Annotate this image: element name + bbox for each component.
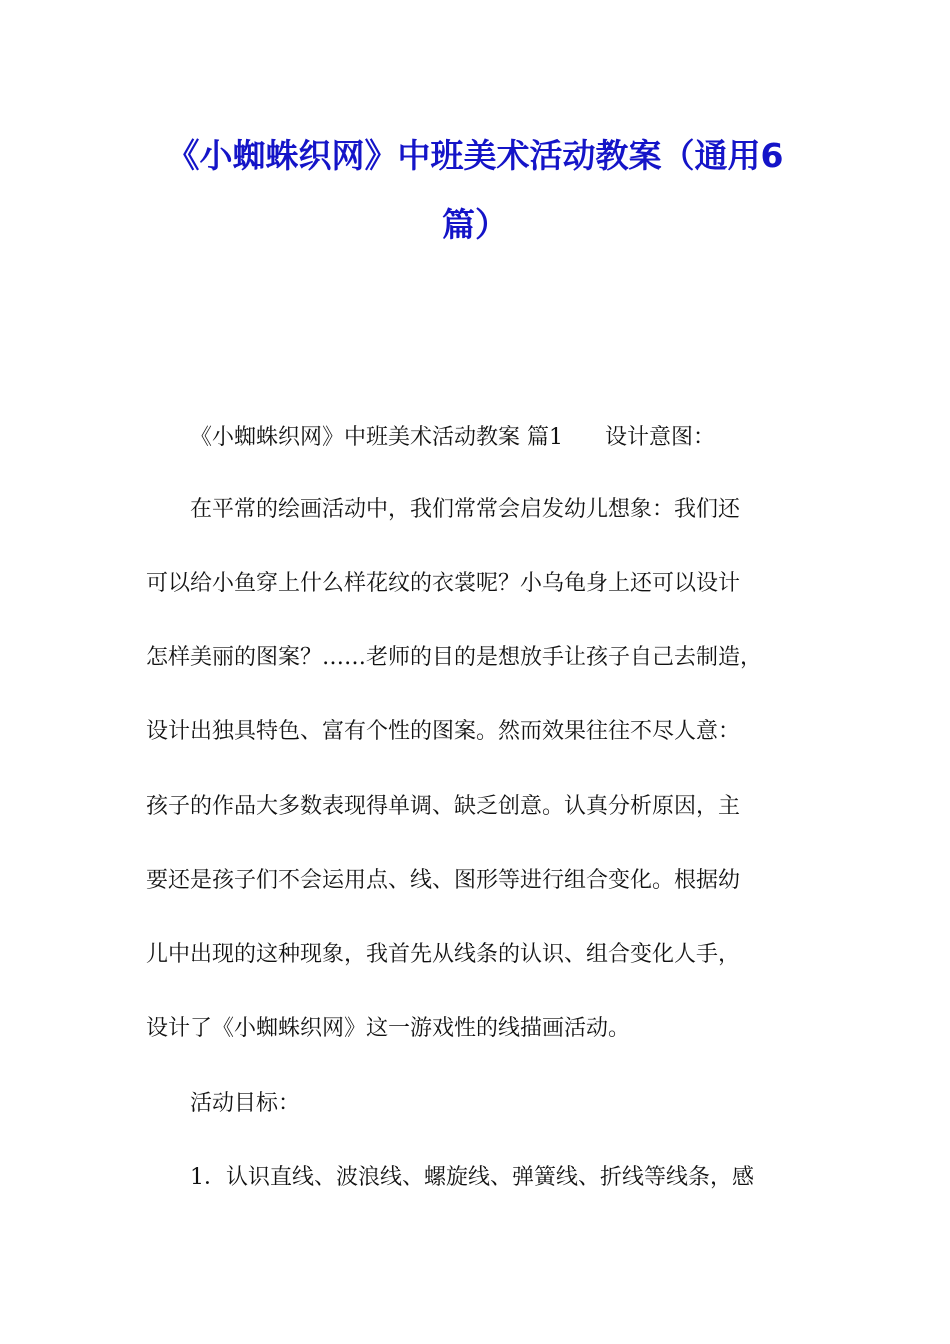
- body-paragraph-line: 孩子的作品大多数表现得单调、缺乏创意。认真分析原因，主: [146, 794, 741, 819]
- activity-goals-label: 活动目标：: [190, 1091, 301, 1116]
- design-intent-label: 设计意图：: [605, 425, 716, 450]
- section-heading: 《小蜘蛛织网》中班美术活动教案 篇1: [190, 425, 563, 450]
- body-paragraph-line: 可以给小鱼穿上什么样花纹的衣裳呢？小乌龟身上还可以设计: [146, 571, 741, 596]
- body-paragraph-line: 设计了《小蜘蛛织网》这一游戏性的线描画活动。: [146, 1016, 631, 1041]
- body-paragraph-line: 儿中出现的这种现象，我首先从线条的认识、组合变化人手，: [146, 942, 741, 967]
- body-paragraph-line: 在平常的绘画活动中，我们常常会启发幼儿想象：我们还: [190, 497, 741, 522]
- body-paragraph-line: 要还是孩子们不会运用点、线、图形等进行组合变化。根据幼: [146, 868, 741, 893]
- body-paragraph-line: 怎样美丽的图案？……老师的目的是想放手让孩子自己去制造，: [146, 645, 763, 670]
- document-title-line-2: 篇）: [442, 205, 508, 244]
- document-title-line-1: 《小蜘蛛织网》中班美术活动教案（通用6: [166, 136, 784, 175]
- activity-goal-item: 1．认识直线、波浪线、螺旋线、弹簧线、折线等线条，感: [190, 1165, 754, 1190]
- body-paragraph-line: 设计出独具特色、富有个性的图案。然而效果往往不尽人意：: [146, 719, 741, 744]
- section-heading-line: [190, 424, 715, 452]
